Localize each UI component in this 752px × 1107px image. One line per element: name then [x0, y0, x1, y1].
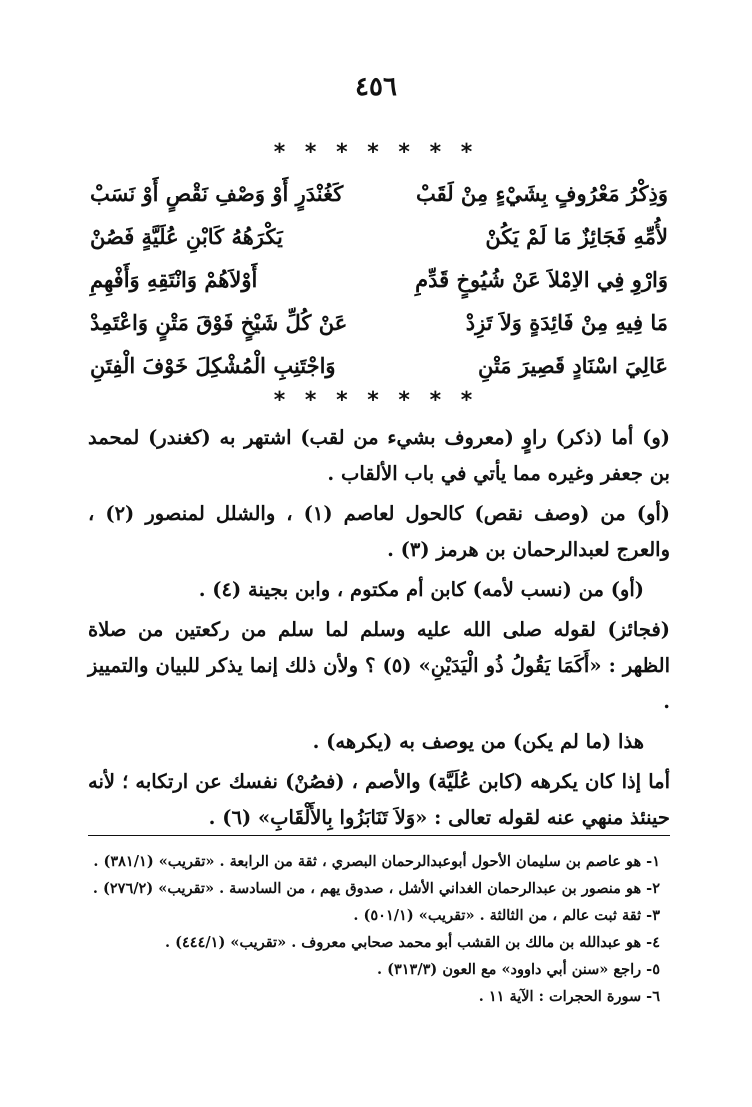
- commentary-paragraph: (فجائز) لقوله صلى الله عليه وسلم لما سلم من ركعتين من صلاة الظهر : «أَكَمَا يَقُولُ ذُو الْيَدَيْنِ» (٥) ؟ ولأن ذلك إنما يذكر للبيان والتمييز .: [88, 618, 671, 713]
- poem-hemistich-second: أَوْلاَهُمْ وَانْتَقِهِ وَأَفْهِمِ: [90, 267, 258, 292]
- footnote: ٥- راجع «سنن أبي داوود» مع العون (٣١٣/٣) .: [377, 961, 660, 978]
- poem-hemistich-second: يَكْرَهُهُ كَابْنِ عُلَيَّةٍ فَصُنْ: [90, 224, 283, 249]
- poem-hemistich-first: وَارْوِ فِي الاِمْلاَ عَنْ شُيُوخٍ قَدِّمِ: [415, 267, 668, 292]
- poem-hemistich-second: وَاجْتَنِبِ الْمُشْكِلَ خَوْفَ الْفِتَنِ: [90, 353, 336, 378]
- poem-block: [90, 172, 668, 387]
- star-separator-bottom: * * * * * * *: [273, 388, 479, 413]
- poem-hemistich-first: لأُمِّهِ فَجَائِزٌ مَا لَمْ يَكُنْ: [485, 224, 668, 249]
- footnotes: [88, 848, 670, 1010]
- poem-verse: [90, 258, 668, 301]
- page-number: ٤٥٦: [355, 72, 397, 102]
- commentary-paragraph: هذا (ما لم يكن) من يوصف به (يكرهه) .: [312, 730, 644, 753]
- poem-hemistich-first: عَالِيَ اسْنَادٍ قَصِيرَ مَتْنِ: [477, 353, 668, 378]
- poem-verse: [90, 344, 668, 387]
- footnote: ٦- سورة الحجرات : الآية ١١ .: [478, 988, 660, 1005]
- commentary-paragraph: أما إذا كان يكرهه (كابن عُلَيَّة) والأصم ، (فصُنْ) نفسك عن ارتكابه ؛ لأنه حينئذ منهي عنه لقوله تعالى : «وَلاَ تَنَابَزُوا بِالأَلْقَابِ» (٦) .: [88, 770, 670, 829]
- footnote: ٢- هو منصور بن عبدالرحمان الغداني الأشل ، صدوق يهم ، من السادسة . «تقريب» (٢٧٦/٢) .: [92, 880, 660, 897]
- star-separator-top: * * * * * * *: [273, 140, 479, 165]
- poem-hemistich-second: كَغُنْدَرٍ أَوْ وَصْفِ نَقْصٍ أَوْ نَسَبْ: [90, 181, 344, 206]
- poem-verse: [90, 301, 668, 344]
- footnote: ٣- ثقة ثبت عالم ، من الثالثة . «تقريب» (٥٠١/١) .: [353, 907, 660, 924]
- poem-verse: [90, 172, 668, 215]
- poem-hemistich-first: مَا فِيهِ مِنْ فَائِدَةٍ وَلاَ تَزِدْ: [465, 310, 668, 335]
- commentary-paragraph: (أو) من (نسب لأمه) كابن أم مكتوم ، وابن بجينة (٤) .: [198, 578, 644, 601]
- commentary: [88, 420, 670, 840]
- poem-hemistich-second: عَنْ كُلِّ شَيْخٍ فَوْقَ مَتْنٍ وَاعْتَمِدْ: [90, 310, 348, 335]
- footnote: ١- هو عاصم بن سليمان الأحول أبوعبدالرحمان البصري ، ثقة من الرابعة . «تقريب» (٣٨١/١) .: [93, 853, 660, 870]
- poem-verse: [90, 215, 668, 258]
- footnote: ٤- هو عبدالله بن مالك بن القشب أبو محمد صحابي معروف . «تقريب» (٤٤٤/١) .: [165, 934, 660, 951]
- footnote-divider: [88, 835, 670, 836]
- poem-hemistich-first: وَذِكْرُ مَعْرُوفٍ بِشَيْءٍ مِنْ لَقَبْ: [415, 181, 668, 206]
- commentary-paragraph: (و) أما (ذكر) راوٍ (معروف بشيء من لقب) اشتهر به (كغندر) لمحمد بن جعفر وغيره مما يأتي في باب الألقاب .: [88, 426, 670, 485]
- commentary-paragraph: (أو) من (وصف نقص) كالحول لعاصم (١) ، والشلل لمنصور (٢) ، والعرج لعبدالرحمان بن هرمز (٣) .: [88, 502, 671, 561]
